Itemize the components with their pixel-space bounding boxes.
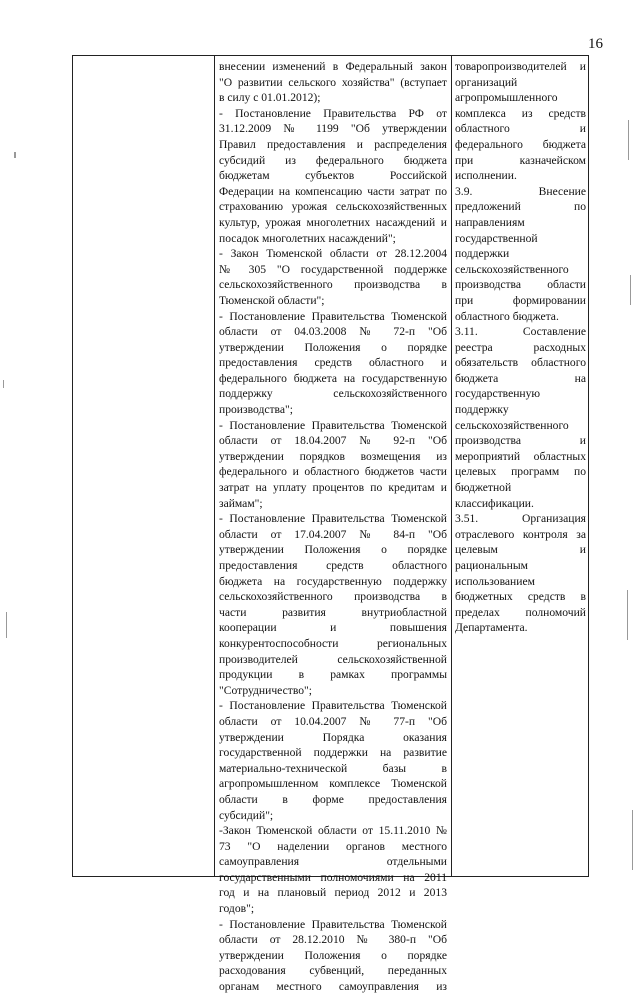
text-line: рациональным: [455, 559, 529, 572]
text-line: областного бюджета.: [455, 309, 559, 323]
text-line: поддержку: [455, 403, 509, 417]
text-line: пределах полномочий: [455, 605, 586, 619]
text-line: бюджетам субъектов Российской: [219, 169, 447, 183]
text-line: - Постановление Правительства РФ от: [219, 106, 447, 120]
text-line: самоуправления отдельными: [219, 855, 447, 869]
text-line: Правил предоставления и распределения: [219, 137, 447, 151]
text-line: агропромышленном комплексе Тюменской: [219, 777, 447, 791]
text-line: мероприятий областных: [455, 449, 586, 463]
text-line: части развития внутриобластной: [219, 605, 447, 619]
text-line: 3.51. Организация: [455, 512, 586, 526]
text-line: 73 "О наделении органов местного: [219, 839, 447, 853]
text-line: отраслевого контроля за: [455, 527, 586, 541]
text-line: исполнении.: [455, 169, 517, 183]
text-line: государственной: [455, 231, 538, 245]
text-line: продукции в рамках программы: [219, 668, 447, 682]
text-line: утверждении Порядка оказания: [219, 730, 447, 744]
text-line: предложений по: [455, 200, 586, 214]
text-line: Федерации на компенсацию части затрат по: [219, 184, 447, 198]
text-line: классификации.: [455, 496, 534, 510]
legal-basis-cell: [219, 59, 447, 995]
text-line: посадок многолетних насаждений";: [219, 231, 396, 245]
text-line: утверждении порядков возмещения из: [219, 449, 447, 463]
text-line: № 305 "О государственной поддержке: [219, 262, 447, 276]
text-line: - Закон Тюменской области от 28.12.2004: [219, 247, 447, 261]
text-line: бюджета на государственную поддержку: [219, 574, 447, 588]
text-line: затрат на уплату процентов по кредитам и: [219, 481, 447, 495]
text-line: направлениям: [455, 215, 525, 229]
text-line: целевым и: [455, 543, 586, 557]
text-line: поддержки: [455, 247, 510, 261]
text-line: бюджета на: [455, 371, 586, 385]
text-line: -Закон Тюменской области от 15.11.2010 №: [219, 824, 447, 838]
scan-artifact: [14, 152, 16, 158]
text-line: сельскохозяйственного производства в: [219, 590, 447, 604]
functions-cell: [455, 59, 586, 636]
text-line: субсидий";: [219, 808, 274, 822]
text-line: целевых программ по: [455, 465, 586, 479]
text-line: Департамента.: [455, 621, 528, 635]
text-line: федерального и областного бюджетов части: [219, 465, 447, 479]
text-line: - Постановление Правительства Тюменской: [219, 418, 447, 432]
text-line: субсидий из федерального бюджета: [219, 153, 447, 167]
document-table: [72, 55, 589, 994]
text-line: - Постановление Правительства Тюменской: [219, 917, 447, 931]
text-line: государственными полномочиями на 2011: [219, 870, 447, 884]
text-line: год и на плановый период 2012 и 2013: [219, 886, 447, 900]
text-line: кооперации и повышения: [219, 621, 447, 635]
page-number: 16: [588, 36, 603, 52]
text-line: внесении изменений в Федеральный закон: [219, 60, 447, 73]
text-line: при формировании: [455, 293, 586, 307]
text-line: бюджетных средств в: [455, 590, 586, 604]
text-line: материально-технической базы в: [219, 761, 447, 775]
text-line: годов";: [219, 902, 255, 916]
text-line: предоставления средств областного: [219, 559, 447, 572]
text-line: конкурентоспособности региональных: [219, 636, 447, 650]
text-line: области от 10.04.2007 № 77-п "Об: [219, 714, 447, 728]
text-line: сельскохозяйственного: [455, 418, 569, 432]
column-divider-right: [451, 56, 452, 876]
text-line: производства и: [455, 434, 586, 448]
text-line: агропромышленного: [455, 91, 558, 105]
text-line: предоставления средств областного и: [219, 356, 447, 370]
text-line: производства";: [219, 403, 293, 417]
scan-artifact: [632, 810, 633, 870]
text-line: - Постановление Правительства Тюменской: [219, 512, 447, 526]
text-line: государственной поддержки на развитие: [219, 746, 447, 760]
scan-artifact: [3, 380, 4, 388]
text-line: при казначейском: [455, 153, 586, 167]
text-line: государственную: [455, 387, 541, 401]
text-line: займам";: [219, 496, 263, 510]
text-line: "О развитии сельского хозяйства" (вступает: [219, 75, 447, 89]
text-line: обязательств областного: [455, 356, 586, 370]
text-line: бюджетной: [455, 481, 512, 495]
text-line: расходования субвенций, переданных: [219, 964, 447, 978]
column-divider-left: [214, 56, 215, 876]
text-line: области от 17.04.2007 № 84-п "Об: [219, 527, 447, 541]
text-line: утверждении Положения о порядке: [219, 340, 447, 354]
text-line: 3.11. Составление: [455, 325, 586, 339]
text-line: страхованию урожая сельскохозяйственных: [219, 200, 447, 214]
text-line: производителей сельскохозяйственной: [219, 652, 447, 666]
text-line: области от 04.03.2008 № 72-п "Об: [219, 325, 447, 339]
text-line: утверждении Положения о порядке: [219, 948, 447, 962]
text-line: области от 28.12.2010 № 380-п "Об: [219, 933, 447, 947]
text-line: органам местного самоуправления из: [219, 980, 447, 994]
text-line: сельскохозяйственного: [455, 262, 569, 276]
scan-artifact: [627, 590, 628, 640]
scan-artifact: [628, 120, 629, 160]
text-line: реестра расходных: [455, 340, 586, 354]
text-line: - Постановление Правительства Тюменской: [219, 699, 447, 713]
scan-artifact: [630, 275, 631, 305]
text-line: организаций: [455, 75, 518, 89]
text-line: Тюменской области";: [219, 293, 325, 307]
text-line: областного и: [455, 122, 586, 136]
text-line: использованием: [455, 574, 535, 588]
scan-artifact: [6, 612, 7, 638]
text-line: комплекса из средств: [455, 106, 586, 120]
text-line: федерального бюджета: [455, 137, 586, 151]
text-line: утверждении Положения о порядке: [219, 543, 447, 557]
text-line: - Постановление Правительства Тюменской: [219, 309, 447, 323]
text-line: 3.9. Внесение: [455, 184, 586, 198]
text-line: области в форме предоставления: [219, 792, 447, 806]
text-line: "Сотрудничество";: [219, 683, 312, 697]
text-line: культур, урожая многолетних насаждений и: [219, 215, 447, 229]
text-line: поддержку сельскохозяйственного: [219, 387, 447, 401]
text-line: товаропроизводителей и: [455, 60, 586, 73]
text-line: федерального бюджета на государственную: [219, 371, 447, 385]
text-line: сельскохозяйственного производства в: [219, 278, 447, 292]
text-line: 31.12.2009 № 1199 "Об утверждении: [219, 122, 447, 136]
text-line: в силу с 01.01.2012);: [219, 91, 321, 105]
text-line: области от 18.04.2007 № 92-п "Об: [219, 434, 447, 448]
text-line: производства области: [455, 278, 586, 292]
